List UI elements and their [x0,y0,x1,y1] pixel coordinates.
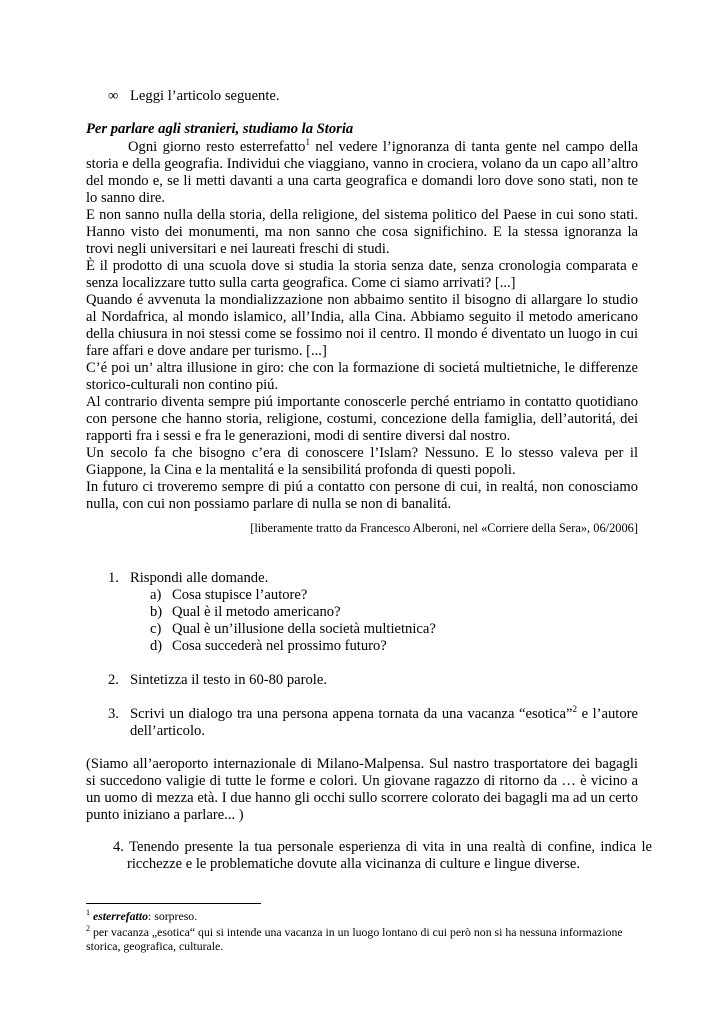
article-source: [liberamente tratto da Francesco Alberoni, nel «Corriere della Sera», 06/2006] [250,521,638,535]
exercise-text: Scrivi un dialogo tra una persona appena tornata da una vacanza “esotica”$^2$ e l’autore dell’articolo. [130,704,638,739]
footnote: $^2$ per vacanza „esotica“ qui si intende una vacanza in un luogo lontano di cui però non si ha nessuna informazione storica, geografica, culturale. [86,924,623,953]
footnote-ref: 1 [305,137,310,148]
exercise-4: 4. Tenendo presente la tua personale esperienza di vita in una realtà di confine, indica le ricchezze e le problematiche dovute alla vicinanza di culture e lingue diverse. [113,839,652,872]
sub-question: a) Cosa stupisce l’autore? [150,587,308,603]
article-paragraph: E non sanno nulla della storia, della religione, del sistema politico del Paese in cui sono stati. Hanno visto dei monumenti, ma non sanno che cosa significhino. E la stessa ignoranza la trovi negli universitari e nei laureati freschi di studi. [86,207,638,257]
article-paragraph: In futuro ci troveremo sempre di piú a contatto con persone di cui, in realtá, non conosciamo nulla, con cui non possiamo parlare di nulla se non di banalitá. [86,479,638,512]
exercise-number: 3. [108,706,119,722]
article-body [86,139,638,513]
article-paragraph: È il prodotto di una scuola dove si studia la storia senza date, senza cronologia comparata e senza localizzare tutto sulla carta geografica. Come ci siamo arrivati? [...] [86,258,638,291]
exercise-text: Rispondi alle domande. [130,570,269,586]
exercise-text: Sintetizza il testo in 60-80 parole. [130,672,327,688]
intro-line [108,88,280,105]
footnote-divider [86,903,261,904]
footnote: $^1$ esterrefatto: sorpreso. [86,908,198,923]
exercise-2 [108,672,638,689]
article-paragraph: Quando é avvenuta la mondializzazione non abbaimo sentito il bisogno di allargare lo studio al Nordafrica, al mondo islamico, all’India, alla Cina. Abbiamo seguito il metodo americano della chiusura in noi stessi come se fossimo noi il centro. Il mondo é diventato un luogo in cui fare affari e dove andare per turismo. [...] [86,292,638,359]
article-paragraph: Ogni giorno resto esterrefatto$^1$ nel vedere l’ignoranza di tanta gente nel campo della storia e della geografia. Individui che viaggiano, vanno in crociera, volano da un capo all’altro del mondo e, se li metti davanti a una carta geografica e domandi loro dove sono stati, non te lo sanno dire. [86,137,639,206]
article-title: Per parlare agli stranieri, studiamo la Storia [86,121,354,137]
sub-question: c) Qual è un’illusione della società multietnica? [150,621,436,637]
article-paragraph: Al contrario diventa sempre piú importante conoscerle perché entriamo in contatto quotidiano con persone che hanno storia, religione, costumi, concezione della famiglia, dell’autoritá, dei rapporti fra i sessi e fra le generazioni, modi di sentire diversi dal nostro. [86,394,638,444]
sub-question: b) Qual è il metodo americano? [150,604,341,620]
sub-question: d) Cosa succederà nel prossimo futuro? [150,638,387,654]
infinity-icon: ∞ [108,88,119,104]
article-paragraph: C’é poi un’ altra illusione in giro: che con la formazione di societá multietniche, le differenze storico-culturali non contino piú. [86,360,638,393]
article-paragraph: Un secolo fa che bisogno c’era di conoscere l’Islam? Nessuno. E lo stesso valeva per il Giappone, la Cina e la mentalitá e la sensibilitá profonda di questi popoli. [86,445,638,478]
exercise-1 [108,570,638,655]
exercise-number: 2. [108,672,119,688]
exercise-number: 1. [108,570,119,586]
intro-text: Leggi l’articolo seguente. [130,88,280,104]
dialogue-scenario: (Siamo all’aeroporto internazionale di Milano-Malpensa. Sul nastro trasportatore dei bagagli si succedono valigie di tutte le forme e colori. Un giovane ragazzo di ritorno da … è vicino a un uomo di mezza età. I due hanno gli occhi sullo scorrere colorato dei bagagli ma ad un certo punto iniziano a parlare... ) [86,756,638,823]
footnote-ref: 2 [572,704,577,715]
